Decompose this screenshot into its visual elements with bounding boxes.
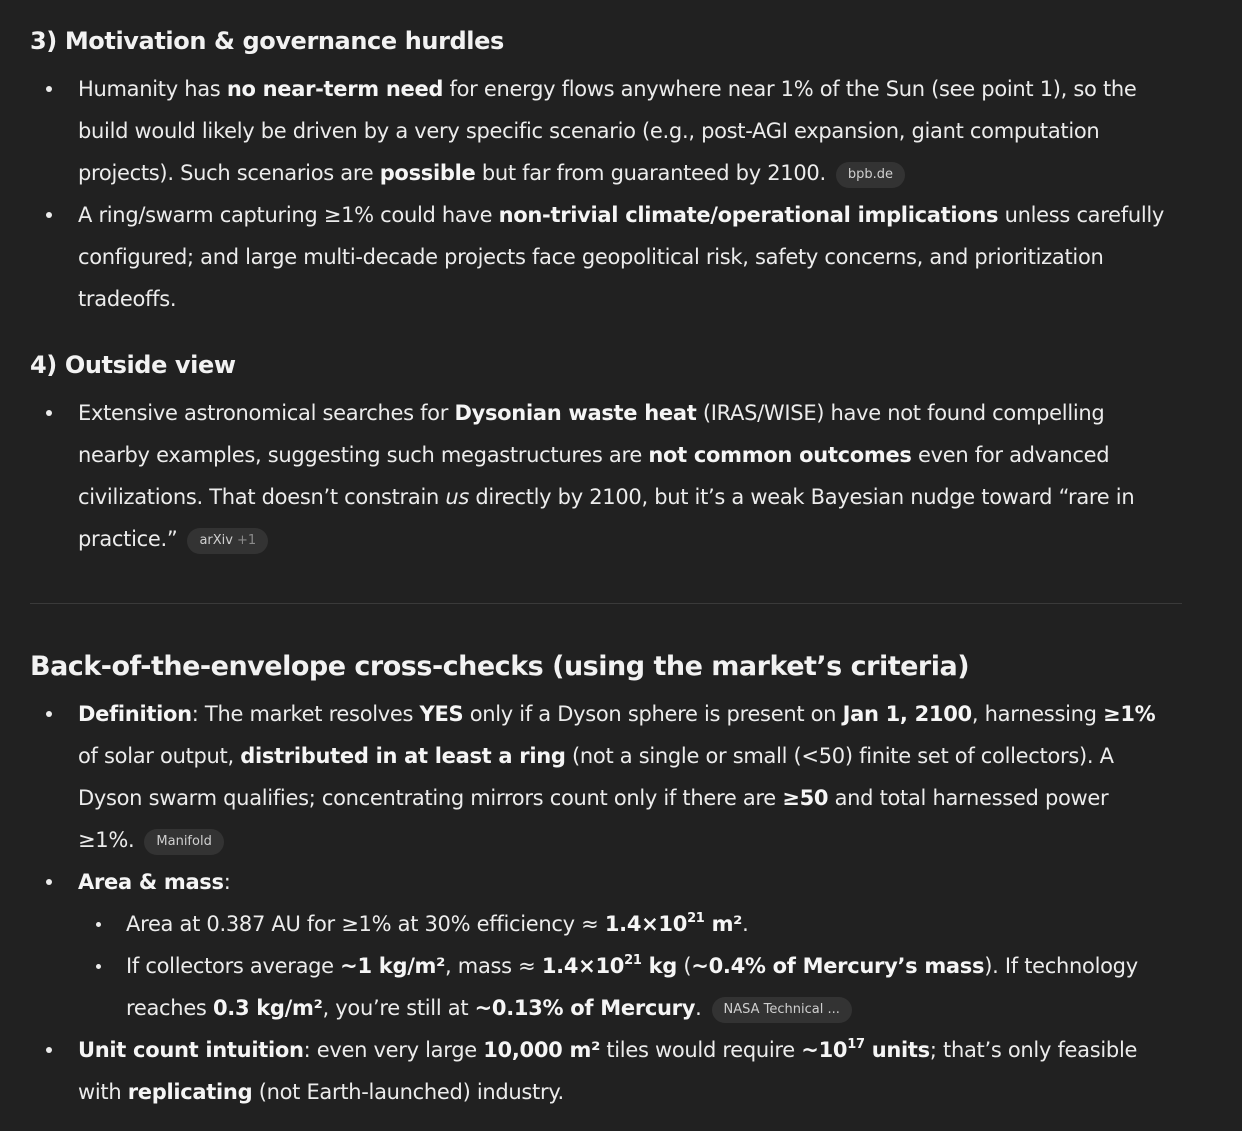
- list-item: [78, 945, 1155, 1029]
- text-line: [78, 392, 1134, 434]
- text-line: [78, 434, 1134, 476]
- text: Dyson swarm qualifies; concentrating mirrors count only if there are: [78, 786, 783, 810]
- text: for energy flows anywhere near 1% of the Sun (see point 1), so the: [443, 77, 1137, 101]
- bold-text: ~1 kg/m²: [340, 954, 446, 978]
- bold-text: no near-term need: [226, 77, 444, 101]
- exponent: 21: [624, 953, 642, 968]
- text: and total harnessed power: [828, 786, 1109, 810]
- section-motivation: [30, 20, 1164, 320]
- text: practice.”: [78, 527, 178, 551]
- text-line: [78, 152, 1164, 194]
- bold-text: 0.3 kg/m²: [212, 996, 323, 1020]
- unit: kg: [641, 954, 678, 978]
- text: even for advanced: [911, 443, 1110, 467]
- text: ; that’s only feasible: [929, 1038, 1138, 1062]
- bold-text: [605, 912, 742, 936]
- text: .: [695, 996, 702, 1020]
- text: , you’re still at: [322, 996, 475, 1020]
- text: nearby examples, suggesting such megastructures are: [78, 443, 649, 467]
- unit: units: [864, 1038, 930, 1062]
- text-line: [78, 68, 1164, 110]
- section-cross-checks: [30, 646, 1155, 1113]
- list-item: [30, 194, 1164, 320]
- text-line: [78, 194, 1164, 236]
- list-item: [30, 392, 1134, 560]
- text: :: [223, 870, 231, 894]
- text: : The market resolves: [191, 702, 420, 726]
- text-line: build would likely be driven by a very specific scenario (e.g., post-AGI expansion, giant computation: [78, 119, 1100, 143]
- bold-text: ~0.13% of Mercury: [474, 996, 696, 1020]
- citation-pill[interactable]: Manifold: [144, 829, 223, 855]
- text: Area at 0.387 AU for ≥1% at 30% efficiency ≈: [126, 912, 605, 936]
- text: tiles would require: [599, 1038, 802, 1062]
- text-line: [78, 819, 1155, 861]
- italic-text: us: [445, 485, 470, 509]
- list-item: [30, 1029, 1155, 1113]
- text: : even very large: [303, 1038, 484, 1062]
- text-line: [78, 476, 1134, 518]
- text: ≥1%.: [78, 828, 135, 852]
- citation-source: arXiv: [199, 533, 233, 548]
- bold-text: distributed in at least a ring: [240, 744, 566, 768]
- list-item: [78, 903, 1155, 945]
- text: with: [78, 1080, 128, 1104]
- bold-text: ≥50: [782, 786, 829, 810]
- bullet-list: [30, 392, 1134, 560]
- text-line: [78, 518, 1134, 560]
- text-line: [78, 1071, 1155, 1113]
- text: civilizations. That doesn’t constrain: [78, 485, 446, 509]
- text: A ring/swarm capturing ≥1% could have: [78, 203, 499, 227]
- bold-text: [542, 954, 677, 978]
- text: (not Earth-launched) industry.: [252, 1080, 564, 1104]
- list-item: [30, 861, 1155, 1029]
- text: reaches: [126, 996, 213, 1020]
- text: directly by 2100, but it’s a weak Bayesian nudge toward “rare in: [469, 485, 1135, 509]
- bold-text: replicating: [127, 1080, 253, 1104]
- citation-pill[interactable]: bpb.de: [836, 162, 905, 188]
- list-item: [30, 693, 1155, 861]
- section-heading-motivation: 3) Motivation & governance hurdles: [30, 27, 504, 55]
- bold-text: Dysonian waste heat: [454, 401, 697, 425]
- text: , harnessing: [971, 702, 1104, 726]
- text: projects). Such scenarios are: [78, 161, 380, 185]
- text-line: [126, 945, 1155, 987]
- text: only if a Dyson sphere is present on: [463, 702, 843, 726]
- number-base: ~10: [801, 1038, 848, 1062]
- text-line: [126, 903, 1155, 945]
- text-line: [78, 777, 1155, 819]
- text: of solar output,: [78, 744, 241, 768]
- bold-text: Definition: [78, 702, 192, 726]
- bullet-list: [30, 68, 1164, 320]
- bold-text: Unit count intuition: [78, 1038, 304, 1062]
- text: .: [742, 912, 749, 936]
- text: ). If technology: [984, 954, 1138, 978]
- section-outside-view: [30, 344, 1134, 560]
- exponent: 17: [847, 1037, 865, 1052]
- bold-text: possible: [379, 161, 476, 185]
- text-line: [78, 735, 1155, 777]
- bold-text: [801, 1038, 930, 1062]
- exponent: 21: [687, 911, 705, 926]
- number-base: 1.4×10: [604, 912, 688, 936]
- section-heading-outside-view: 4) Outside view: [30, 351, 236, 379]
- bold-text: YES: [419, 702, 464, 726]
- text: Extensive astronomical searches for: [78, 401, 455, 425]
- text-line: [126, 987, 1155, 1029]
- bold-text: Jan 1, 2100: [842, 702, 972, 726]
- text: but far from guaranteed by 2100.: [475, 161, 826, 185]
- text: (: [677, 954, 692, 978]
- text: Humanity has: [78, 77, 227, 101]
- number-base: 1.4×10: [541, 954, 625, 978]
- bold-text: ≥1%: [1103, 702, 1156, 726]
- text: (IRAS/WISE) have not found compelling: [696, 401, 1105, 425]
- citation-more-count: +1: [237, 533, 257, 548]
- bullet-list: [30, 693, 1155, 1113]
- bold-text: non-trivial climate/operational implications: [498, 203, 999, 227]
- bold-text: Area & mass: [78, 870, 224, 894]
- text: unless carefully: [998, 203, 1165, 227]
- bold-text: not common outcomes: [648, 443, 912, 467]
- unit: m²: [704, 912, 743, 936]
- text: (not a single or small (<50) finite set of collectors). A: [565, 744, 1114, 768]
- bold-text: 10,000 m²: [483, 1038, 600, 1062]
- text-line: configured; and large multi-decade projects face geopolitical risk, safety concerns, and prioritization: [78, 245, 1104, 269]
- citation-pill[interactable]: NASA Technical ...: [712, 997, 852, 1023]
- text-line: tradeoffs.: [78, 287, 177, 311]
- horizontal-divider: [30, 603, 1182, 604]
- list-item: [30, 68, 1164, 194]
- citation-pill[interactable]: [187, 528, 268, 554]
- bold-text: ~0.4% of Mercury’s mass: [691, 954, 985, 978]
- text-line: [78, 1029, 1155, 1071]
- text-line: [78, 861, 1155, 903]
- section-heading-cross-checks: Back-of-the-envelope cross-checks (using the market’s criteria): [30, 651, 970, 682]
- text-line: [78, 693, 1155, 735]
- text: If collectors average: [126, 954, 341, 978]
- text: , mass ≈: [445, 954, 542, 978]
- nested-bullet-list: [78, 903, 1155, 1029]
